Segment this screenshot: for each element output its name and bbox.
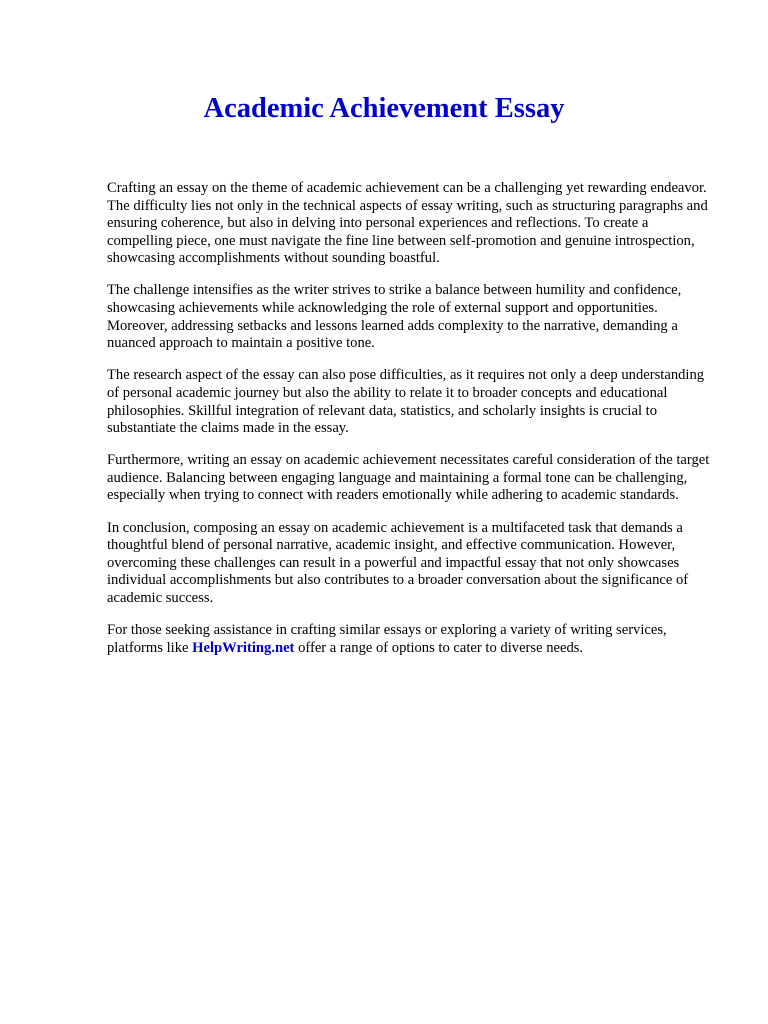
document-title: Academic Achievement Essay <box>203 93 565 124</box>
paragraph-2: The challenge intensifies as the writer strives to strike a balance between humility and confidence, showcasing achievements while acknowledging the role of external support and opportunities. Moreover, addressing setbacks and lessons learned adds complexity to the narrative, demanding a nuanced approach to maintain a positive tone. <box>107 282 682 352</box>
paragraph-4: Furthermore, writing an essay on academic achievement necessitates careful consideration of the target audience. Balancing between engaging language and maintaining a formal tone can be challenging, especially when trying to connect with readers emotionally while adhering to academic standards. <box>107 452 710 504</box>
closing-text-before: For those seeking assistance in crafting similar essays or exploring a variety of writing services, platforms like <box>107 621 667 656</box>
document-body <box>107 180 715 672</box>
paragraph-1: Crafting an essay on the theme of academic achievement can be a challenging yet rewarding endeavor. The difficulty lies not only in the technical aspects of essay writing, such as structuring paragraphs and ensuring coherence, but also in delving into personal experiences and reflections. To create a compelling piece, one must navigate the fine line between self-promotion and genuine introspection, showcasing accomplishments without sounding boastful. <box>107 180 708 267</box>
closing-paragraph <box>107 622 715 657</box>
closing-text-after: offer a range of options to cater to diverse needs. <box>294 639 584 656</box>
paragraph-5: In conclusion, composing an essay on academic achievement is a multifaceted task that demands a thoughtful blend of personal narrative, academic insight, and effective communication. However, overcoming these challenges can result in a powerful and impactful essay that not only showcases individual accomplishments but also contributes to a broader conversation about the significance of academic success. <box>107 519 689 606</box>
helpwriting-link[interactable]: HelpWriting.net <box>192 639 295 656</box>
paragraph-3: The research aspect of the essay can also pose difficulties, as it requires not only a deep understanding of personal academic journey but also the ability to relate it to broader concepts and educational philosophies. Skillful integration of relevant data, statistics, and scholarly insights is crucial to substantiate the claims made in the essay. <box>107 367 705 437</box>
